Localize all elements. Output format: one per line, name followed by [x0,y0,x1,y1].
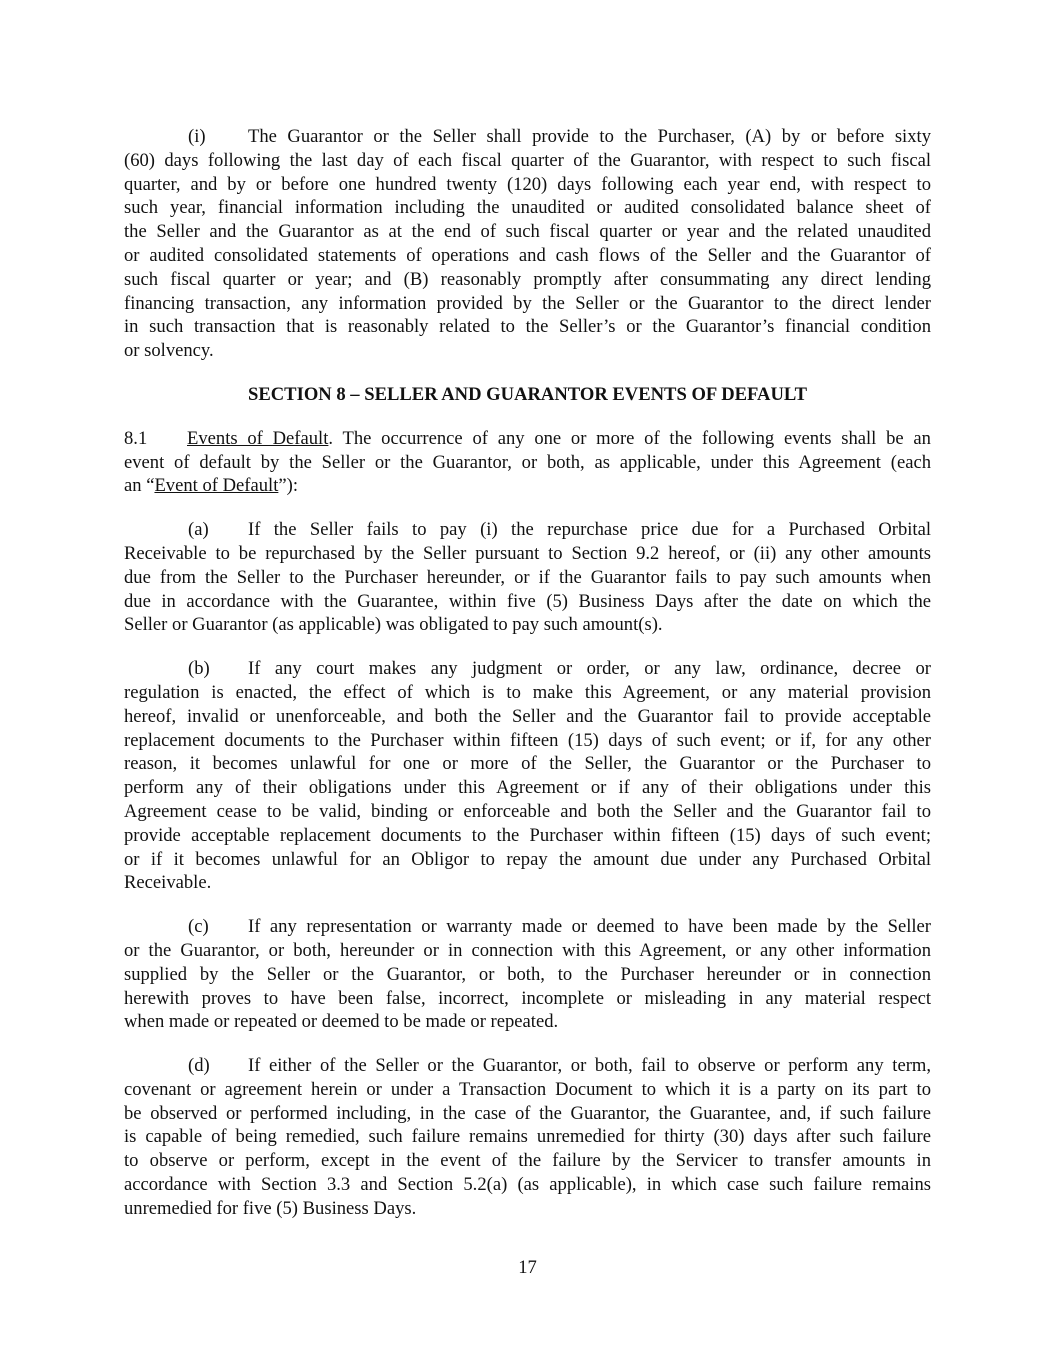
text-line [124,427,931,451]
subparagraph-a [124,518,931,637]
text-line: covenant or agreement herein or under a Transaction Document to which it is a party on its part to [124,1078,931,1100]
text-line: perform any of their obligations under this Agreement or if any of their obligations under this [124,777,931,799]
text-line: or the Guarantor, or both, hereunder or in connection with this Agreement, or any other information [124,939,931,961]
text-segment: If the Seller fails to pay (i) the repurchase price due for a Purchased Orbital [248,519,931,541]
text-line [124,474,931,498]
text-line [124,1054,931,1078]
text-line: accordance with Section 3.3 and Section 5.2(a) (as applicable), in which case such failure remains [124,1174,931,1196]
text-line [124,518,931,542]
text-line: or audited consolidated statements of operations and cash flows of the Seller and the Guarantor of [124,244,931,266]
text-line: Receivable to be repurchased by the Seller pursuant to Section 9.2 hereof, or (ii) any other amounts [124,542,931,564]
text-segment: The Guarantor or the Seller shall provide to the Purchaser, (A) by or before sixty [248,126,931,147]
text-line: such fiscal quarter or year; and (B) reasonably promptly after consummating any direct lending [124,268,931,290]
text-line: quarter, and by or before one hundred twenty (120) days following each year end, with respect to [124,173,931,195]
text-segment: If any representation or warranty made or deemed to have been made by the Seller [248,916,931,938]
text-line: in such transaction that is reasonably related to the Seller’s or the Guarantor’s financial condition [124,316,931,338]
section-heading: SECTION 8 – SELLER AND GUARANTOR EVENTS OF DEFAULT [248,383,807,405]
subparagraph-d [124,1054,931,1221]
paragraph-i [124,125,931,363]
subparagraphs [124,518,931,1221]
defined-term: Event of Default [154,475,279,497]
section-title: Events of Default [187,427,329,449]
text-line: provide acceptable replacement documents to the Purchaser within fifteen (15) days of such event; [124,824,931,846]
text-line: unremedied for five (5) Business Days. [124,1197,417,1219]
page-number: 17 [518,1257,537,1278]
text-line: Seller or Guarantor (as applicable) was obligated to pay such amount(s). [124,614,663,636]
paragraph-label: (i) [188,126,206,147]
text-segment: . The occurrence of any one or more of the following events shall be an [328,427,931,449]
text-line: replacement documents to the Purchaser within fifteen (15) days of such event; or if, for any other [124,729,931,751]
text-segment: an “ [124,475,155,497]
text-line: financing transaction, any information provided by the Seller or the Guarantor to the direct lender [124,292,931,314]
text-line: or if it becomes unlawful for an Obligor to repay the amount due under any Purchased Orbital [124,848,931,870]
text-line: is capable of being remedied, such failure remains unremedied for thirty (30) days after such failure [124,1126,931,1148]
text-line: the Seller and the Guarantor as at the end of such fiscal quarter or year and the related unaudited [124,221,931,243]
text-line: or solvency. [124,340,214,362]
text-line: (60) days following the last day of each fiscal quarter of the Guarantor, with respect to such fiscal [124,149,931,171]
text-line [124,657,931,681]
paragraph-label: (c) [188,916,209,938]
text-line: supplied by the Seller or the Guarantor, or both, to the Purchaser hereunder or in connection [124,963,931,985]
paragraph-label: (a) [188,519,209,541]
text-line: Agreement cease to be valid, binding or enforceable and both the Seller and the Guarantor fail to [124,800,931,822]
text-line: due from the Seller to the Purchaser hereunder, or if the Guarantor fails to pay such amounts when [124,566,931,588]
text-line: herewith proves to have been false, incorrect, incomplete or misleading in any material respect [124,987,931,1009]
text-segment: ”): [278,475,298,497]
document-page [124,125,931,1241]
text-line: to observe or perform, except in the event of the failure by the Servicer to transfer amounts in [124,1150,931,1172]
text-line [124,915,931,939]
text-line: Receivable. [124,872,212,894]
text-segment: If either of the Seller or the Guarantor, or both, fail to observe or perform any term, [248,1055,931,1077]
subparagraph-c [124,915,931,1034]
text-line [124,125,931,149]
text-line: be observed or performed including, in the case of the Guarantor, the Guarantee, and, if such failure [124,1102,931,1124]
text-line: event of default by the Seller or the Guarantor, or both, as applicable, under this Agreement (each [124,451,931,473]
text-line: regulation is enacted, the effect of which is to make this Agreement, or any material provision [124,681,931,703]
section-number: 8.1 [124,427,148,449]
text-segment: If any court makes any judgment or order, or any law, ordinance, decree or [248,658,931,680]
text-line: when made or repeated or deemed to be made or repeated. [124,1011,559,1033]
section-8-1 [124,427,931,498]
paragraph-label: (b) [188,658,210,680]
text-line: due in accordance with the Guarantee, within five (5) Business Days after the date on which the [124,590,931,612]
text-line: such year, financial information including the unaudited or audited consolidated balance sheet of [124,197,931,219]
paragraph-label: (d) [188,1055,210,1077]
text-line: reason, it becomes unlawful for one or more of the Seller, the Guarantor or the Purchaser to [124,753,931,775]
text-line: hereof, invalid or unenforceable, and both the Seller and the Guarantor fail to provide acceptable [124,705,931,727]
subparagraph-b [124,657,931,895]
